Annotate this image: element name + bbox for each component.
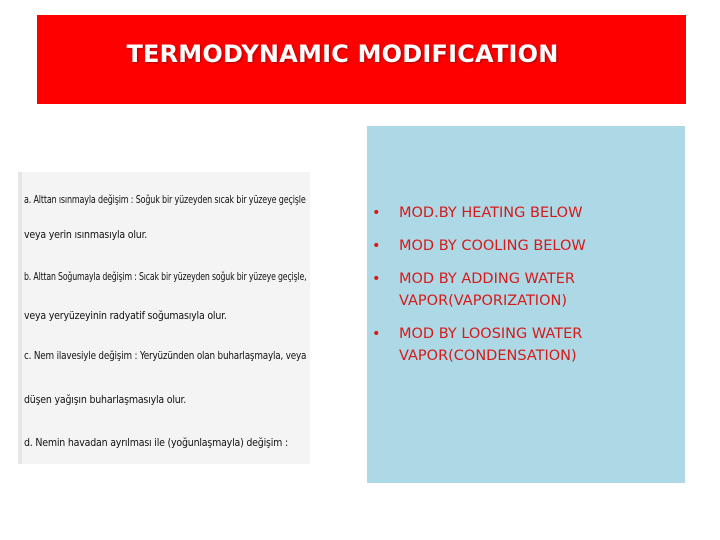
bullet-list [367, 202, 685, 378]
scan-line-c-cont: düşen yağışın buharlaşmasıyla olur. [24, 394, 187, 406]
bullet-item-adding-water [367, 268, 685, 312]
bullet-text: MOD BY ADDING WATER VAPOR(VAPORIZATION) [399, 271, 575, 309]
slide-title: TERMODYNAMIC MODIFICATION [126, 39, 559, 68]
bullet-marker: • [372, 238, 381, 254]
bullet-text: MOD.BY HEATING BELOW [399, 205, 583, 221]
bullet-text: MOD BY LOOSING WATER VAPOR(CONDENSATION) [399, 326, 583, 364]
bullet-item-cooling [367, 235, 685, 257]
bullet-marker: • [372, 271, 381, 287]
scan-line-d: d. Nemin havadan ayrılması ile (yoğunlaşmayla) değişim : [24, 437, 288, 449]
bullets-panel [367, 126, 685, 483]
bullet-text: MOD BY COOLING BELOW [399, 238, 586, 254]
scan-line-b: b. Alttan Soğumayla değişim : Sıcak bir yüzeyden soğuk bir yüzeye geçişle, [24, 271, 307, 283]
scan-line-a-cont: veya yerin ısınmasıyla olur. [24, 229, 148, 241]
title-banner [37, 15, 686, 104]
bullet-item-loosing-water [367, 323, 685, 367]
scanned-text-image [18, 172, 310, 464]
bullet-marker: • [372, 326, 381, 342]
bullet-item-heating [367, 202, 685, 224]
scan-line-b-cont: veya yeryüzeyinin radyatif soğumasıyla olur. [24, 310, 227, 322]
scan-line-c: c. Nem ilavesiyle değişim : Yeryüzünden olan buharlaşmayla, veya [24, 350, 307, 362]
bullet-marker: • [372, 205, 381, 221]
scan-line-a: a. Alttan ısınmayla değişim : Soğuk bir yüzeyden sıcak bir yüzeye geçişle [24, 194, 306, 206]
